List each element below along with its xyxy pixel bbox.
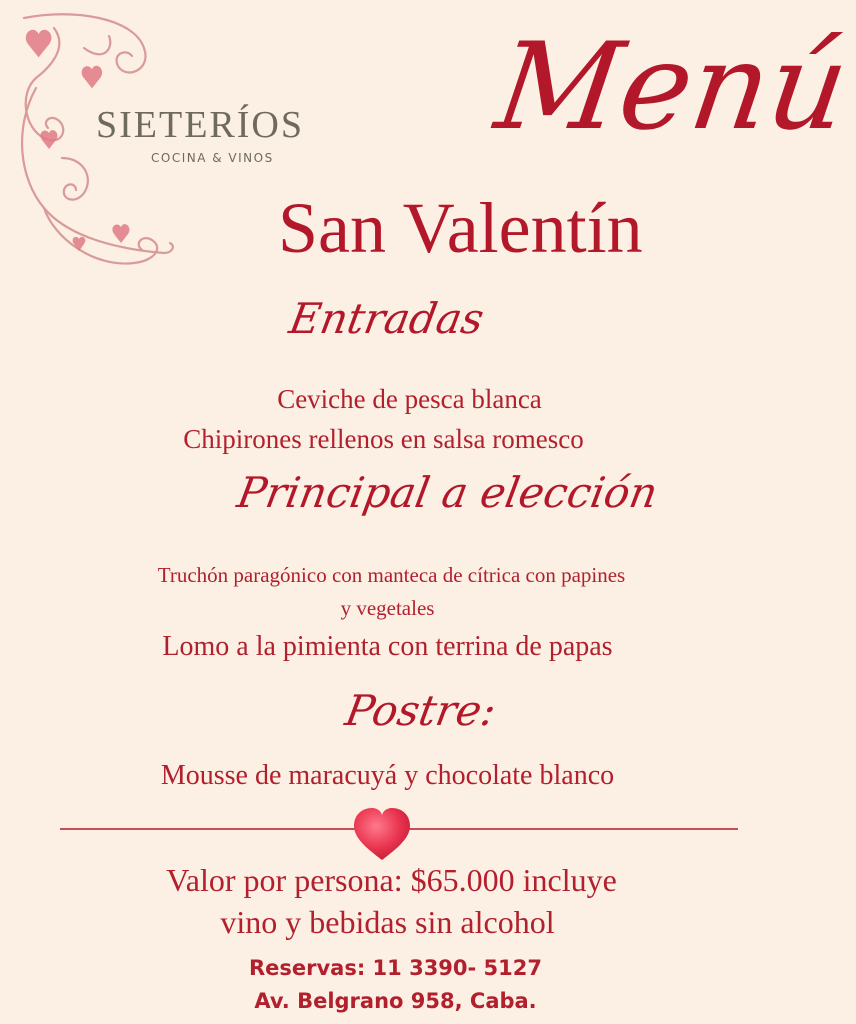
menu-item: Ceviche de pesca blanca [277, 384, 542, 414]
heart-divider [60, 804, 740, 864]
menu-item: Lomo a la pimienta con terrina de papas [162, 631, 613, 662]
heart-icon [354, 808, 410, 860]
section-heading-entradas: Entradas [285, 294, 488, 343]
logo-name: SIETERÍOS [96, 104, 304, 146]
logo-tagline: COCINA & VINOS [151, 151, 274, 165]
address: Av. Belgrano 958, Caba. [254, 989, 537, 1013]
menu-item: Chipirones rellenos en salsa romesco [183, 424, 584, 454]
section-heading-postre: Postre: [341, 686, 500, 735]
menu-item: Truchón paragónico con manteca de cítrica con papines [157, 563, 626, 587]
price-line-2: vino y bebidas sin alcohol [220, 904, 555, 940]
section-heading-principal: Principal a elección [233, 468, 662, 517]
reservas-phone: Reservas: 11 3390- 5127 [248, 956, 543, 980]
menu-item: Mousse de maracuyá y chocolate blanco [160, 760, 615, 791]
menu-item: y vegetales [340, 596, 435, 620]
page-title: San Valentín [278, 188, 643, 268]
price-line-1: Valor por persona: $65.000 incluye [166, 862, 617, 898]
menu-script-title: Menú [488, 18, 856, 157]
